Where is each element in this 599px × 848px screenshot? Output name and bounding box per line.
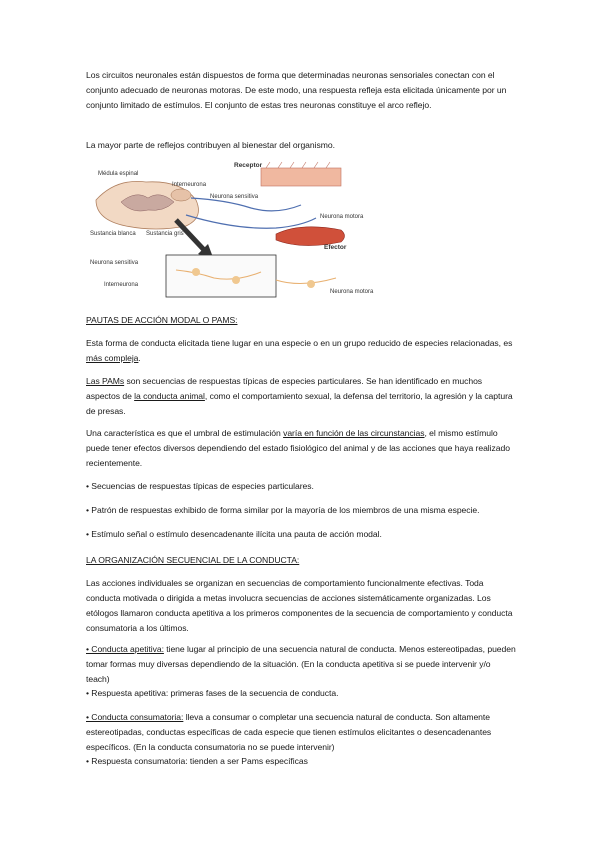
pams-paragraph-1: Esta forma de conducta elicitada tiene lugar en una especie o en un grupo reducido de especies relacionadas, es más compleja.: [86, 338, 513, 363]
intro-paragraph-2: La mayor parte de reflejos contribuyen al bienestar del organismo.: [86, 140, 335, 150]
pams-paragraph-2: Las PAMs son secuencias de respuestas típicas de especies particulares. Se han identificado en muchos aspectos de la conducta animal, como el comportamiento sexual, la defensa del territorio, la agresión y la captura de presas.: [86, 376, 513, 416]
reflex-arc-figure: [86, 160, 374, 300]
pams-paragraph-3: Una característica es que el umbral de estimulación varía en función de las circunstancias, el mismo estímulo puede tener efectos diversos dependiendo del estado fisiológico del animal y de las acciones que haya realizado recientemente.: [86, 428, 510, 468]
pams-bullet-1: • Secuencias de respuestas típicas de especies particulares.: [86, 481, 314, 491]
label-efector: Efector: [324, 244, 347, 251]
section-heading-pams: PAUTAS DE ACCIÓN MODAL O PAMS:: [86, 315, 238, 325]
label-interneurona-bottom: Interneurona: [104, 282, 139, 288]
label-medula: Médula espinal: [98, 171, 139, 177]
pams-bullet-2: • Patrón de respuestas exhibido de forma similar por la mayoría de los miembros de una misma especie.: [86, 505, 480, 515]
apetitiva-paragraph: • Conducta apetitiva: tiene lugar al principio de una secuencia natural de conducta. Menos estereotipadas, pueden tomar formas muy diversas dependiendo de la situación. (En la conducta apetitiva si se puede intervenir y/o teach): [86, 644, 516, 684]
apetitiva-bullet: • Respuesta apetitiva: primeras fases de la secuencia de conducta.: [86, 688, 339, 698]
consumatoria-bullet: • Respuesta consumatoria: tienden a ser Pams específicas: [86, 756, 308, 766]
label-sustancia-blanca: Sustancia blanca: [90, 231, 136, 237]
section-heading-organizacion: LA ORGANIZACIÓN SECUENCIAL DE LA CONDUCTA:: [86, 555, 300, 565]
label-neurona-motora-bottom: Neurona motora: [330, 289, 374, 295]
intro-paragraph: Los circuitos neuronales están dispuestos de forma que determinadas neuronas sensoriales conectan con el conjunto adecuado de neuronas motoras. De este modo, una respuesta refleja esta elicitada únicamente por un conjunto limitado de estímulos. El conjunto de estas tres neuronas constituye el arco reflejo.: [86, 70, 507, 110]
label-interneurona-top: Interneurona: [172, 182, 207, 188]
label-sustancia-gris: Sustancia gris: [146, 231, 184, 237]
pams-bullet-3: • Estímulo señal o estímulo desencadenante ilícita una pauta de acción modal.: [86, 529, 382, 539]
label-neurona-sensitiva-bottom: Neurona sensitiva: [90, 260, 139, 266]
label-neurona-motora-top: Neurona motora: [320, 214, 364, 220]
label-neurona-sensitiva-top: Neurona sensitiva: [210, 194, 259, 200]
consumatoria-paragraph: • Conducta consumatoria: lleva a consumar o completar una secuencia natural de conducta. Son altamente estereotipadas, conductas específicas de cada especie que tienen estímulos elicitantes o desencadenantes específicos. (En la conducta consumatoria no se puede intervenir): [86, 712, 492, 752]
label-receptor: Receptor: [234, 162, 263, 169]
organizacion-paragraph: Las acciones individuales se organizan en secuencias de comportamiento funcionalmente efectivas. Toda conducta motivada o dirigida a metas involucra secuencias de acciones sistemáticamente organizadas. Los etólogos llamaron conducta apetitiva a los primeros componentes de la secuencia de comportamiento y conducta consumatoria a los últimos.: [86, 578, 513, 633]
